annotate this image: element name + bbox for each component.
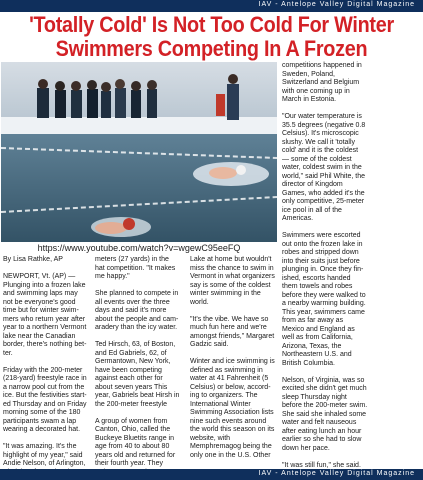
paragraph: meters (27 yards) in the hat competition. "It makes me happy." xyxy=(95,256,176,280)
paragraph: Lake at home but wouldn't miss the chance to swim in Vermont in what organizers say is some of the coldest winter swimming in the world. xyxy=(190,256,275,306)
byline: By Lisa Rathke, AP xyxy=(3,256,63,263)
paragraph: Ted Hirsch, 63, of Boston, and Ed Gabriels, 62, of Germantown, New York, have been competing against each other for about seven years This year, Gabriels beat Hirsh in the 200-meter freestyle xyxy=(95,341,180,408)
paragraph: "It was amazing. It's the highlight of my year," said Andie Nelson, of Arlington, xyxy=(3,443,86,467)
headline-line-2: Swimmers Competing In A Frozen xyxy=(55,36,368,61)
article-column-3 xyxy=(190,256,280,469)
paragraph: "Our water temperature is 35.5 degrees (negative 0.8 Celsius). It's microscopic slushy. We call it 'totally cold' and it is the coldest — some of the coldest water, coldest swim in the world," said Phil White, the director of Kingdom Games, who added it's the only competitive, 25-meter ice pool in all of the Americas. xyxy=(282,113,366,222)
bottom-banner xyxy=(0,469,423,480)
paragraph: Winter and ice swimming is defined as swimming in water at 41 Fahrenheit (5 Celsius) or below, accord- ing to organizers. The International Winter Swimming Association lists nine such events around the world this season on its website, with Memphremagog being the only one in the U.S. Other xyxy=(190,358,275,459)
paragraph: A group of women from Canton, Ohio, called the Buckeye Bluetits range in age from 40 to about 80 years old and returned for their fourth year. They xyxy=(95,417,176,467)
photo-caption-url[interactable]: https://www.youtube.com/watch?v=wgewC95eeFQ xyxy=(1,242,277,255)
paragraph: "It's the vibe. We have so much fun here and we're amongst friends," Margaret Gadzic said. xyxy=(190,315,275,348)
photo-winter-swimming xyxy=(1,62,277,255)
paragraph: competitions happened in Sweden, Poland, Switzerland and Belgium with one coming up in March in Estonia. xyxy=(282,62,362,103)
photo-illustration xyxy=(1,62,277,255)
paragraph: She planned to compete in all events over the three days and said it's more about the people and cam- aradery than the icy water. xyxy=(95,290,179,331)
paragraph: Nelson, of Virginia, was so excited she didn't get much sleep Thursday night before the 200-meter swim. She said she inhaled some water and felt nauseous after eating lunch an hour earlier so she had to slow down her pace. xyxy=(282,376,368,452)
article-column-4 xyxy=(282,62,376,479)
paragraph: Friday with the 200-meter (218-yard) freestyle race in a narrow pool cut from the ice. But the festivities start- ed Thursday and on Friday morning some of the 180 participants swam a lap wearing a decorated hat. xyxy=(3,366,87,433)
paragraph: NEWPORT, Vt. (AP) — Plunging into a frozen lake and swimming laps may not be everyone's good time but for winter swim- mers who return year after year to a northern Vermont lake near the Canadian border, there's nothing bet- ter. xyxy=(3,273,87,357)
paragraph: "It was still fun," she said. xyxy=(282,461,361,469)
magazine-banner-text: IAV - Antelope Valley Digital Magazine xyxy=(258,1,415,8)
article-column-1 xyxy=(3,273,92,480)
top-banner xyxy=(0,0,423,12)
headline-line-1: 'Totally Cold' Is Not Too Cold For Winter xyxy=(29,12,394,37)
magazine-banner-text-bottom: IAV - Antelope Valley Digital Magazine xyxy=(258,470,415,477)
paragraph: Swimmers were escorted out onto the frozen lake in robes and stripped down into their suits just before plunging in. Once they fin- ished, escorts handed them towels and robes before they were walked to a nearby warming building. This year, swimmers came from as far away as Mexico and England as well as from California, Arizona, Texas, the Northeastern U.S. and British Columbia. xyxy=(282,232,366,367)
article-column-2 xyxy=(95,256,187,480)
